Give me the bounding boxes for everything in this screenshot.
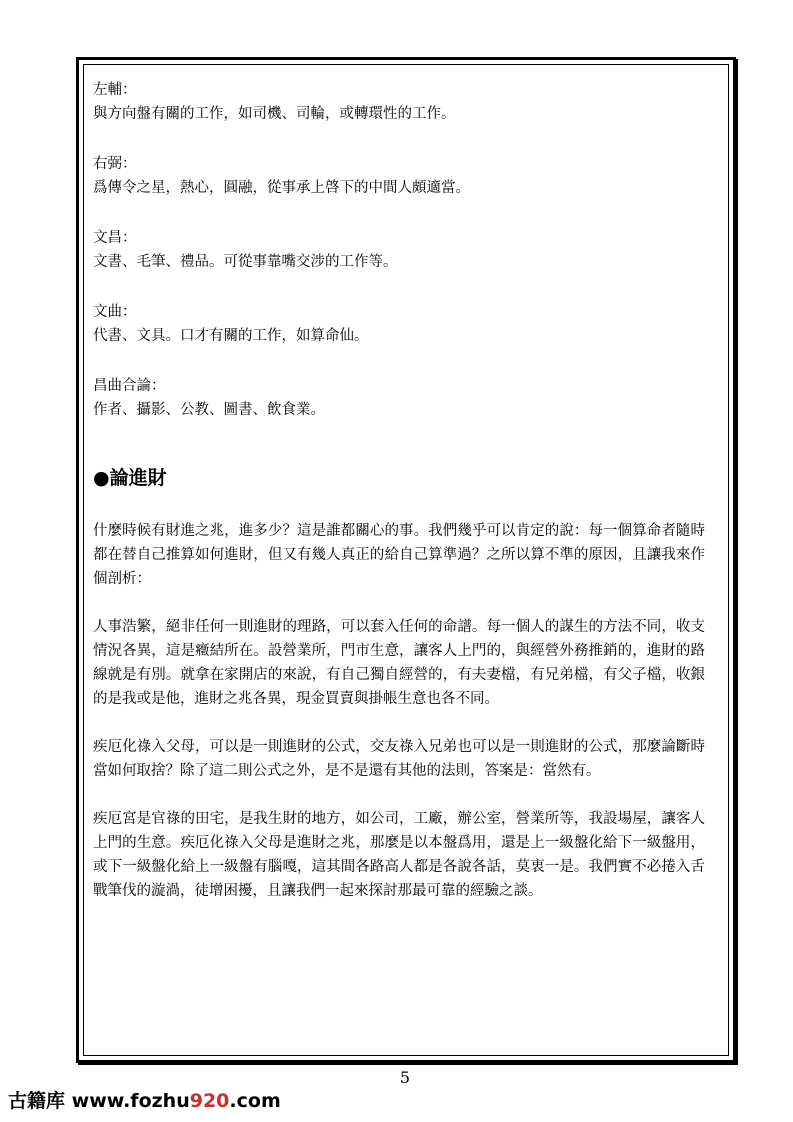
entry-text: 作者、攝影、公教、圖書、飲食業。: [93, 402, 325, 418]
paragraph: 什麼時候有財進之兆，進多少？這是誰都關心的事。我們幾乎可以肯定的說：每一個算命者隨時都在替自己推算如何進財，但又有幾人真正的給自己算準過？之所以算不準的原因，且讓我來作個剖析：: [93, 523, 705, 587]
entry-text: 文書、毛筆、禮品。可從事靠嘴交涉的工作等。: [93, 254, 398, 270]
site-name: 古籍库: [8, 1090, 66, 1112]
entry-title: 昌曲合論：: [93, 378, 166, 394]
entry-zuofu: [93, 78, 713, 126]
entry-text: 代書、文具。口才有關的工作，如算命仙。: [93, 328, 369, 344]
paragraph: 疾厄宮是官祿的田宅，是我生財的地方，如公司，工廠，辦公室，營業所等，我設場屋，讓客人上門的生意。疾厄化祿入父母是進財之兆，那麼是以本盤爲用，還是上一級盤化給下一級盤用，或下一級盤化給上一級盤有腦嘎，這其間各路高人都是各說各話，莫衷一是。我們實不必捲入舌戰筆伐的漩渦，徒增困擾，且讓我們一起來探討那最可靠的經驗之談。: [93, 811, 705, 899]
entry-title: 文昌：: [93, 230, 137, 246]
entry-title: 左輔：: [93, 82, 137, 98]
entry-wenchang: [93, 226, 713, 274]
entry-changqu: [93, 374, 713, 422]
site-watermark: [8, 1089, 281, 1113]
entry-title: 文曲：: [93, 304, 137, 320]
site-url-accent: 920: [189, 1090, 230, 1112]
section-heading: ●論進財: [93, 467, 167, 489]
entry-youbi: [93, 152, 713, 200]
entry-text: 與方向盤有關的工作，如司機、司輪，或轉環性的工作。: [93, 106, 456, 122]
entry-text: 爲傳令之星，熱心，圓融，從事承上啓下的中間人頗適當。: [93, 180, 470, 196]
career-stars-list: [93, 78, 713, 448]
paragraph: 疾厄化祿入父母，可以是一則進財的公式，交友祿入兄弟也可以是一則進財的公式，那麼論斷時當如何取捨？除了這二則公式之外，是不是還有其他的法則，答案是：當然有。: [93, 739, 705, 779]
entry-wenqu: [93, 300, 713, 348]
site-url-suffix: .com: [229, 1090, 281, 1112]
section-body: [93, 519, 705, 927]
entry-title: 右弼：: [93, 156, 137, 172]
page-number: 5: [399, 1068, 411, 1087]
site-url-prefix: www.fozhu: [71, 1090, 190, 1112]
paragraph: 人事浩繁，絕非任何一則進財的理路，可以套入任何的命譜。每一個人的謀生的方法不同，收支情況各異，這是癥結所在。設營業所，門市生意，讓客人上門的，與經營外務推銷的，進財的路線就是有別。就拿在家開店的來說，有自己獨自經營的，有夫妻檔，有兄弟檔，有父子檔，收銀的是我或是他，進財之兆各異，現金買賣與掛帳生意也各不同。: [93, 619, 705, 707]
